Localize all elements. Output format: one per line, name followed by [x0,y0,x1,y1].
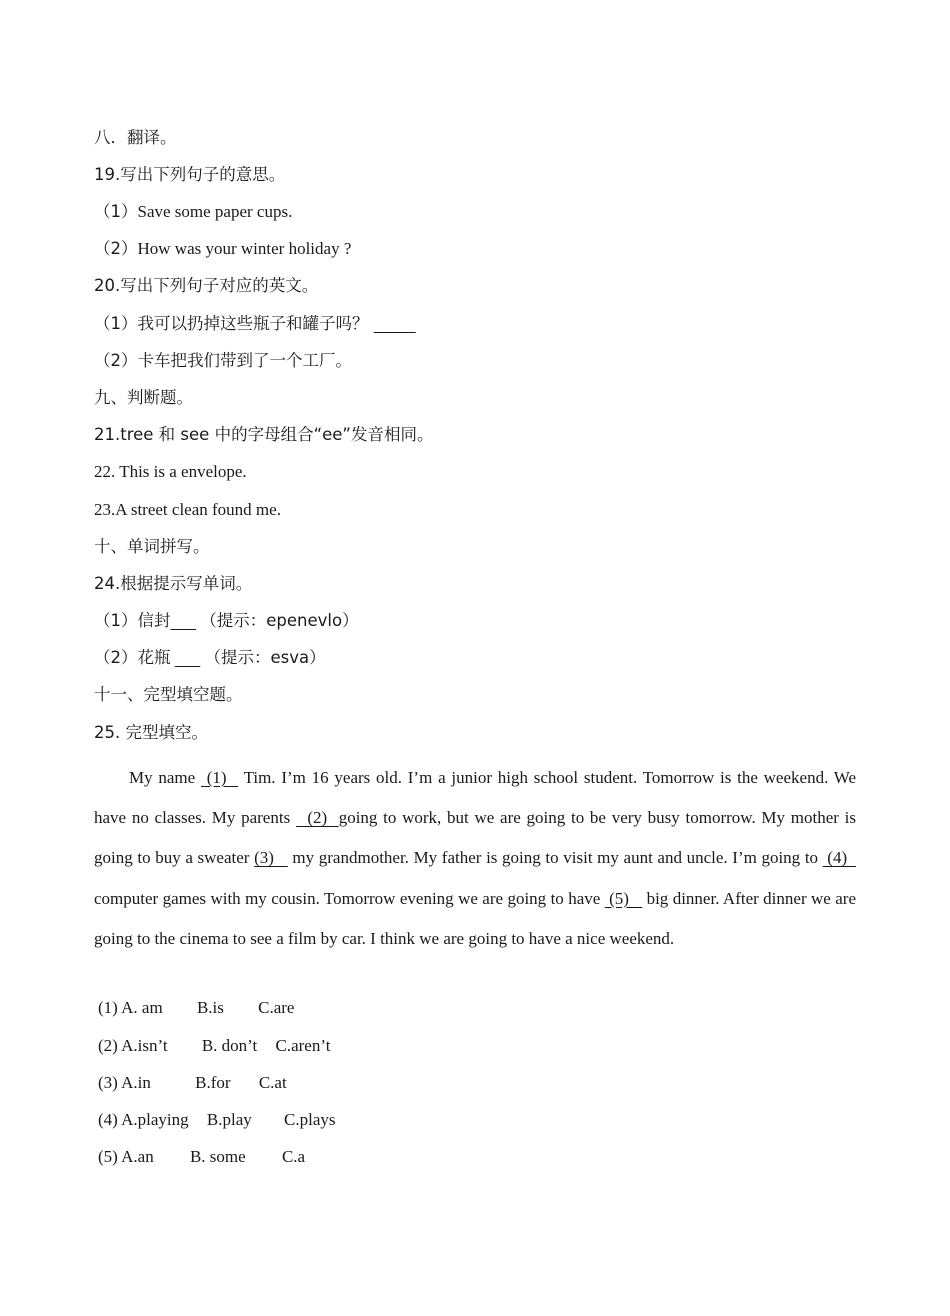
cloze-blank-1[interactable]: (1) [200,768,239,787]
passage-text: my grandmother. My father is going to visit my aunt and uncle. I’m going to [287,848,823,868]
question-22: 22. This is a envelope. [94,462,247,481]
question-20-item-1 [94,313,416,335]
question-24-title: 24.根据提示写单词。 [94,574,253,593]
option-row-1 [98,997,294,1019]
item-word: 花瓶 [137,648,171,667]
item-text: How was your winter holiday ? [137,239,352,258]
option-b[interactable]: B.is [196,998,224,1017]
passage-text: computer games with my cousin. Tomorrow evening we are going to have [94,888,605,908]
item-number: （1） [94,202,138,221]
option-row-5 [98,1146,305,1168]
question-23: 23.A street clean found me. [94,500,281,519]
section-8-heading: 八．翻译。 [94,128,177,147]
item-text: 卡车把我们带到了一个工厂。 [137,351,352,370]
option-c[interactable]: C.are [258,998,295,1017]
option-row-3 [98,1072,287,1094]
option-c[interactable]: C.aren’t [275,1036,331,1055]
option-number: (1) [98,998,118,1017]
item-word: 信封 [137,611,171,630]
passage-text: going to work, but we are going to be very busy tomorrow. My mother is going to buy a sweater [94,808,856,868]
question-19-item-1 [94,201,292,223]
option-number: (3) [98,1073,118,1092]
section-11-heading: 十一、完型填空题。 [94,685,243,704]
question-25-title: 25. 完型填空。 [94,723,208,742]
question-24-item-1 [94,610,359,632]
answer-blank[interactable] [175,647,201,669]
cloze-blank-2[interactable]: (2) [295,808,339,828]
option-number: (4) [98,1110,118,1129]
question-20-item-2 [94,350,352,372]
option-a[interactable]: A.in [121,1073,151,1092]
section-10-heading: 十、单词拼写。 [94,537,210,556]
option-c[interactable]: C.at [258,1073,287,1092]
passage-text: Tim. I’m 16 years old. I’m a junior high school student. Tomorrow is the weekend. We have no classes. My parents [94,768,857,828]
item-number: （2） [94,239,138,258]
question-21: 21.tree 和 see 中的字母组合“ee”发音相同。 [94,425,434,444]
option-a[interactable]: A.playing [121,1110,189,1129]
cloze-blank-5[interactable]: (5) [604,888,643,908]
question-20-title: 20.写出下列句子对应的英文。 [94,276,319,295]
item-number: （2） [94,351,138,370]
question-19-title: 19.写出下列句子的意思。 [94,165,286,184]
option-b[interactable]: B. don’t [201,1036,258,1055]
answer-blank[interactable] [374,313,416,335]
option-c[interactable]: C.plays [284,1110,336,1129]
section-9-heading: 九、判断题。 [94,388,193,407]
item-number: （1） [94,314,138,333]
option-b[interactable]: B. some [189,1147,246,1166]
item-number: （2） [94,648,138,667]
question-24-item-2 [94,647,326,669]
option-a[interactable]: A. am [121,998,163,1017]
item-text: 我可以扔掉这些瓶子和罐子吗？ [137,314,369,333]
cloze-passage [94,758,856,959]
answer-blank[interactable] [171,610,197,632]
question-19-item-2 [94,238,351,260]
cloze-blank-3[interactable]: (3) [254,848,288,868]
item-hint: （提示：epenevlo） [200,611,359,630]
passage-text: My name [129,768,196,787]
item-text: Save some paper cups. [137,202,293,221]
option-number: (5) [98,1147,118,1166]
option-b[interactable]: B.for [195,1073,231,1092]
option-c[interactable]: C.a [281,1147,306,1166]
cloze-blank-4[interactable]: (4) [822,848,857,868]
option-row-2 [98,1035,330,1057]
option-b[interactable]: B.play [206,1110,252,1129]
option-row-4 [98,1109,336,1131]
option-a[interactable]: A.an [121,1147,154,1166]
option-number: (2) [98,1036,118,1055]
item-hint: （提示：esva） [204,648,326,667]
option-a[interactable]: A.isn’t [121,1036,168,1055]
item-number: （1） [94,611,138,630]
passage-text: big dinner. After dinner we are going to the cinema to see a film by car. I think we are going to have a nice weekend. [94,888,856,948]
